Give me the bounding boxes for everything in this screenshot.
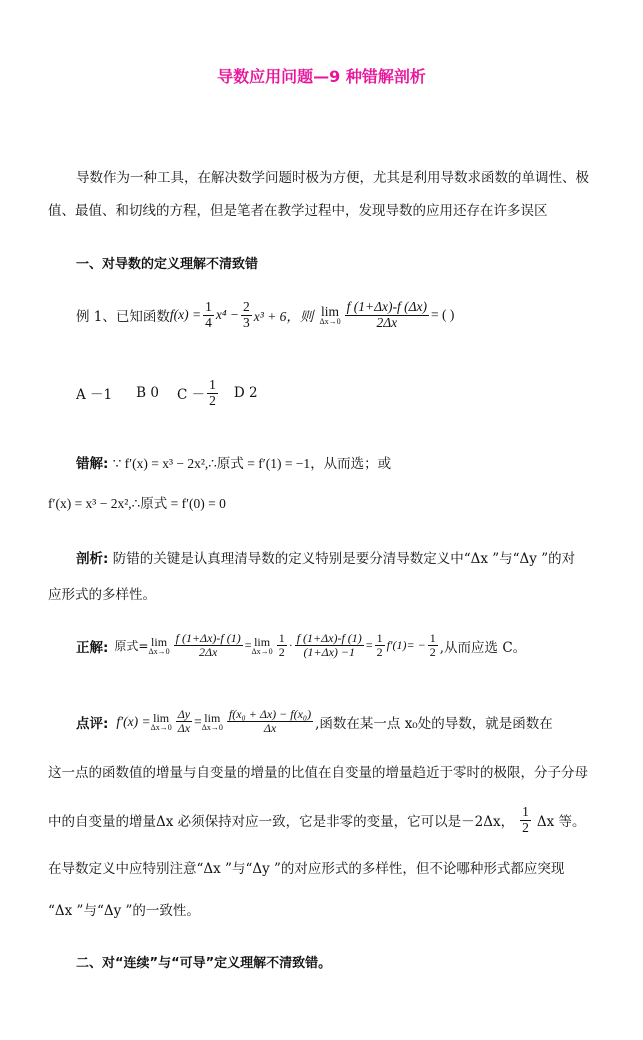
limit-symbol: [319, 305, 340, 327]
wrong-math-1: ∵ f′(x) = x³ − 2x²,∴原式 = f′(1) = −1: [112, 456, 311, 471]
correct-solution: 正解: 原式= lim Δx→0 $\frac{f (1+\Delta x)-f (1)}{2\Delta x}$ = lim Δx→0 $\frac{1}{2}$ · $\frac{f (1+\Delta x)-f (1)}{(1+\Delta x) -1}$ = $\frac{1}{2}$ f′(1)= − $\frac{1}{2}$ ,从而应选 C。: [76, 631, 527, 660]
option-b: B 0: [136, 385, 159, 402]
comment-line-3a: 中的自变量的增量Δx 必须保持对应一致，它是非零的变量，它可以是－2Δx，: [48, 814, 515, 831]
fraction-numerator: f (1+Δx)-f (1): [175, 631, 241, 645]
intro-line-1: 导数作为一种工具，在解决数学问题时极为方便，尤其是利用导数求函数的单调性、极: [76, 170, 589, 186]
example-1: [76, 300, 454, 331]
fraction-half-5: $\frac{1}{2}$: [522, 804, 529, 835]
section-1-heading: 一、对导数的定义理解不清致错: [76, 257, 259, 272]
comment-line-2: 这一点的函数值的增量与自变量的增量的比值在自变量的增量趋近于零时的极限，分子分母: [48, 765, 588, 781]
comment-limit-2: [202, 712, 223, 732]
comment-line-5: “Δx ”与“Δy ”的一致性。: [48, 903, 200, 919]
lim-word: lim: [204, 710, 221, 725]
page-title: 导数应用问题—9 种错解剖析: [217, 67, 426, 86]
lim-sub: Δx→0: [148, 646, 170, 656]
intro-line-2: 值、最值、和切线的方程，但是笔者在教学过程中，发现导数的应用还存在许多误区: [48, 203, 548, 219]
comment-fraction-1: [176, 708, 192, 735]
fraction-half: $\frac{1}{2}$: [209, 377, 216, 408]
comment-line-3: [48, 805, 586, 836]
options-row: [76, 378, 258, 409]
option-c: C －: [176, 387, 206, 404]
correct-result: f′(1)= −: [386, 638, 426, 653]
wrong-tail: ，从而选；或: [310, 456, 392, 472]
option-d: D 2: [233, 385, 258, 402]
example-1-prefix: 例 1、已知函数: [76, 309, 170, 326]
lim-sub: Δx→0: [319, 317, 341, 327]
example-1-tail: = ( ): [431, 307, 455, 323]
comment-line-1: 点评: f′(x) = lim Δx→0 $\frac{\Delta y}{\Delta x}$ = lim Δx→0 $\frac{\text{f(x₀ + Δx) − f(x₀)}}{\Delta x}$ ,函数在某一点 x₀处的导数，就是函数在: [76, 707, 553, 736]
correct-fraction-1: [174, 632, 243, 659]
analysis-label: 剖析:: [76, 551, 109, 567]
comment-line-3b: Δx 等。: [536, 814, 586, 831]
fraction-numerator: Δy: [177, 707, 191, 721]
correct-prefix: 原式=: [114, 639, 149, 654]
fraction-numerator: f(x₀ + Δx) − f(x₀): [228, 707, 312, 721]
fraction-numerator: f (1+Δx)-f (Δx): [346, 299, 428, 314]
fraction-denominator: 2Δx: [199, 645, 218, 660]
lim-sub: Δx→0: [201, 722, 223, 732]
fraction-numerator: f (1+Δx)-f (1): [296, 631, 362, 645]
example-1-fx: f(x) =: [169, 307, 202, 323]
fraction-two-thirds: $\frac{2}{3}$: [243, 299, 250, 330]
fraction-denominator: (1+Δx) −1: [303, 645, 356, 660]
lim-sub: Δx→0: [251, 646, 273, 656]
comment-label: 点评:: [76, 715, 109, 732]
wrong-label: 错解:: [76, 456, 109, 472]
comment-fprime: f′(x) =: [116, 713, 151, 729]
fraction-denominator: Δx: [263, 721, 277, 736]
correct-eq: =: [244, 638, 252, 653]
correct-fraction-2: [295, 632, 364, 659]
comment-fraction-2: [227, 708, 313, 735]
fraction-denominator: 2Δx: [376, 314, 398, 330]
analysis-text-1: 防错的关键是认真理清导数的定义特别是要分清导数定义中“Δx ”与“Δy ”的对: [112, 551, 576, 567]
lim-word: lim: [254, 634, 271, 649]
analysis-line-1: [76, 547, 575, 567]
example-1-limit-fraction: [345, 300, 429, 331]
lim-word: lim: [321, 303, 340, 319]
correct-tail: ,从而应选 C。: [439, 639, 527, 656]
analysis-line-2: 应形式的多样性。: [48, 587, 156, 603]
fraction-half-2: $\frac{1}{2}$: [278, 631, 285, 660]
wrong-math-2: f′(x) = x³ − 2x²,∴原式 = f′(0) = 0: [48, 496, 226, 511]
comment-limit-1: [151, 712, 172, 732]
lim-sub: Δx→0: [150, 722, 172, 732]
correct-limit-2: [252, 636, 273, 656]
lim-word: lim: [153, 710, 170, 725]
lim-word: lim: [151, 634, 168, 649]
wrong-solution-line-1: [76, 452, 391, 472]
option-a: A －1: [76, 387, 113, 404]
fraction-half-3: $\frac{1}{2}$: [376, 631, 383, 660]
fraction-half-4: $\frac{1}{2}$: [429, 631, 436, 660]
fraction-quarter: $\frac{1}{4}$: [205, 299, 212, 330]
correct-label: 正解:: [76, 639, 109, 656]
section-2-heading: 二、对“连续”与“可导”定义理解不清致错。: [76, 956, 332, 971]
comment-line-4: 在导数定义中应特别注意“Δx ”与“Δy ”的对应形式的多样性，但不论哪种形式都应突现: [48, 861, 565, 877]
fraction-denominator: Δx: [177, 721, 191, 736]
example-1-term-end: x³ + 6，则: [253, 309, 314, 325]
example-1-term-mid: x⁴ −: [215, 307, 240, 323]
correct-limit-1: [148, 636, 169, 656]
comment-tail: ,函数在某一点 x₀处的导数，就是函数在: [315, 715, 553, 732]
